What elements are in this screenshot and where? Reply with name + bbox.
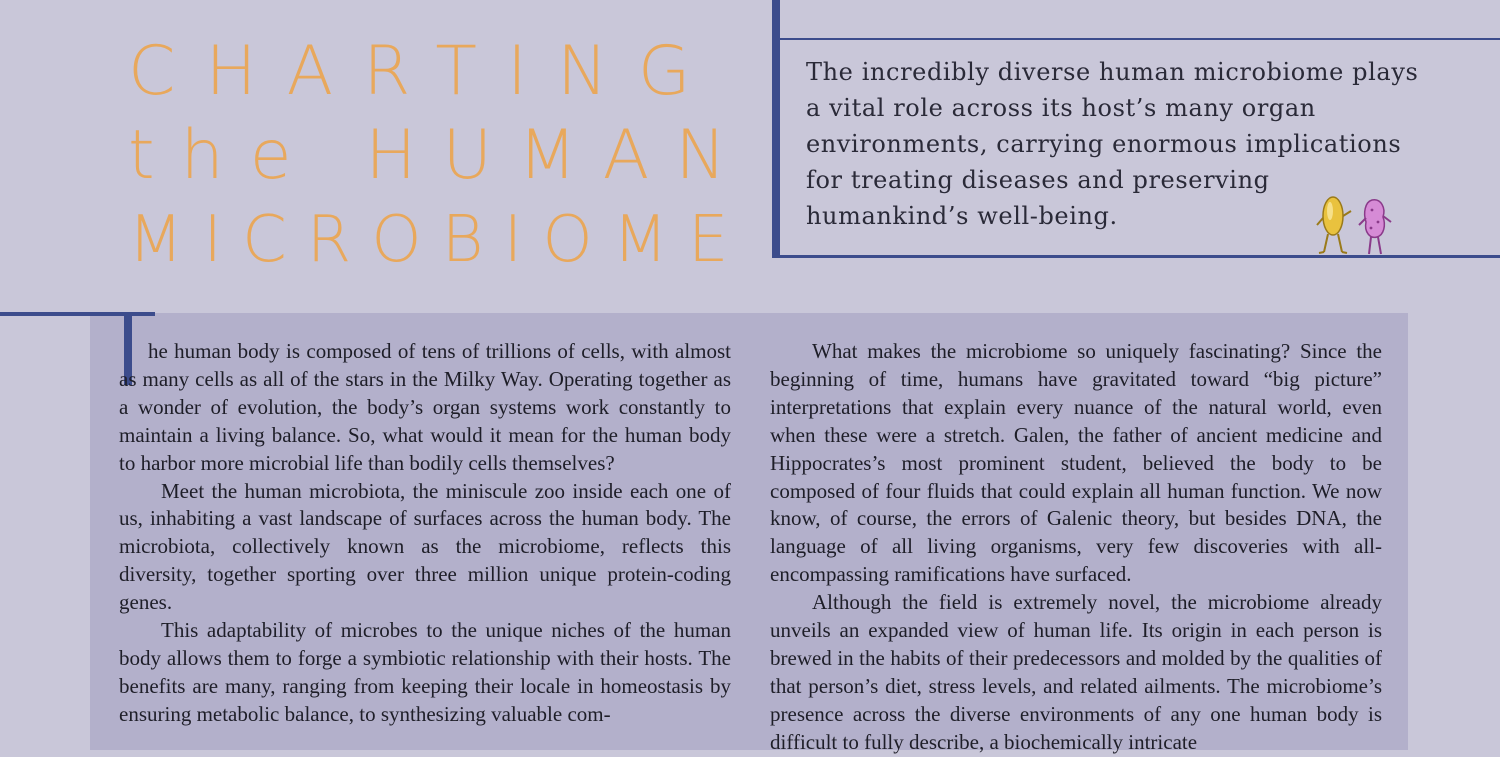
- microbe-characters-illustration: [1314, 192, 1394, 258]
- paragraph: What makes the microbiome so uniquely fascinating? Since the beginning of time, humans have gravitated toward “big picture” interpretations that explain every nuance of the natural world, even when these were a stretch. Galen, the father of ancient medicine and Hippocrates’s most prominent student, believed the body to be composed of four fluids that could explain all human function. We now know, of course, the errors of Galenic theory, but besides DNA, the language of all living organisms, very few discoveries with all-encompassing ramifications have surfaced.: [770, 339, 1382, 587]
- pink-microbe-icon: [1359, 200, 1391, 254]
- intro-box-top-rule: [772, 38, 1500, 40]
- article-column-right: [770, 338, 1382, 757]
- title-line-2: the HUMAN: [128, 116, 753, 195]
- paragraph: Although the field is extremely novel, the microbiome already unveils an expanded view of human life. Its origin in each person is brewed in the habits of their predecessors and molded by the qualities of that person’s diet, stress levels, and related ailments. The microbiome’s presence across the diverse environments of any one human body is difficult to fully describe, a biochemically intricate: [770, 590, 1382, 754]
- paragraph: This adaptability of microbes to the unique niches of the human body allows them to forge a symbiotic relationship with their hosts. The benefits are many, ranging from keeping their locale in homeostasis by ensuring metabolic balance, to synthesizing valuable com-: [119, 618, 731, 726]
- intro-deck: The incredibly diverse human microbiome plays a vital role across its host’s many organ environments, carrying enormous implications for treating diseases and preserving humankind’s well-being.: [806, 58, 1419, 230]
- article-title: [128, 30, 752, 282]
- title-line-1: CHARTING: [128, 32, 721, 111]
- paragraph: he human body is composed of tens of trillions of cells, with almost as many cells as all of the stars in the Milky Way. Operating together as a wonder of evolution, the body’s organ systems work constantly to maintain a living balance. So, what would it mean for the human body to harbor more microbial life than bodily cells themselves?: [119, 339, 731, 475]
- title-line-3: MICROBIOME: [128, 203, 749, 277]
- paragraph: Meet the human microbiota, the miniscule zoo inside each one of us, inhabiting a vast landscape of surfaces across the human body. The microbiota, collectively known as the microbiome, reflects this diversity, together sporting over three million unique protein-coding genes.: [119, 478, 731, 615]
- article-column-left: [119, 338, 731, 729]
- yellow-bacillus-icon: [1317, 197, 1351, 253]
